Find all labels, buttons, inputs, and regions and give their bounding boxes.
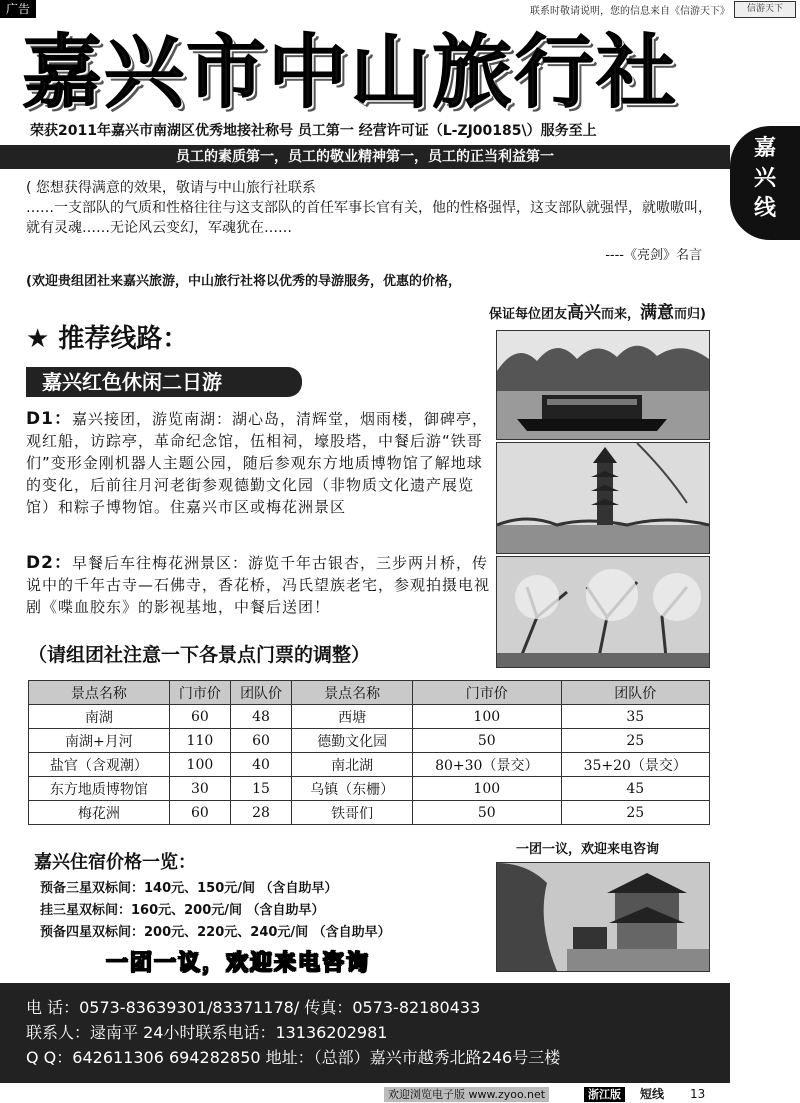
itinerary-day-1	[26, 408, 494, 518]
table-cell: 德勤文化园	[292, 729, 413, 753]
table-cell: 28	[230, 801, 291, 825]
side-tab-char: 线	[753, 196, 776, 221]
plum-blossom-photo	[496, 556, 710, 668]
guarantee-satisfied: 满意	[640, 303, 675, 323]
column-header: 团队价	[561, 681, 710, 705]
table-cell: 东方地质博物馆	[29, 777, 170, 801]
table-row	[29, 729, 710, 753]
source-note: 联系时敬请说明，您的信息来自《信游天下》	[530, 6, 730, 17]
slogan-bar: 员工的素质第一，员工的敬业精神第一，员工的正当利益第一	[0, 145, 730, 169]
publisher-logo: 信游天下	[734, 1, 796, 18]
guarantee-post: 而归)	[674, 307, 706, 322]
contact-person-line: 联系人：逯南平 24小时联系电话：13136202981	[26, 1023, 388, 1042]
table-cell: 30	[169, 777, 230, 801]
day-text: 早餐后车往梅花洲景区：游览千年古银杏，三步两爿桥，传说中的千年古寺—石佛寺，香花桥，冯氏望族老宅，参观拍摄电视剧《喋血胶东》的影视基地，中餐后送团！	[26, 554, 491, 616]
table-cell: 盐官（含观潮）	[29, 753, 170, 777]
lodging-list	[40, 878, 391, 944]
intro-text	[26, 178, 716, 238]
table-row	[29, 753, 710, 777]
table-row	[29, 705, 710, 729]
day-text: 嘉兴接团，游览南湖：湖心岛，清辉堂，烟雨楼，御碑亭，观红船，访踪亭，革命纪念馆，伍相祠，壕股塔，中餐后游“铁哥们”变形金刚机器人主题公园，随后参观东方地质博物馆了解地球的变化，后前往月河老街参观德勤文化园（非物质文化遗产展览馆）和粽子博物馆。住嘉兴市区或梅花洲景区	[26, 410, 488, 516]
table-cell: 25	[561, 801, 710, 825]
table-cell: 西塘	[292, 705, 413, 729]
guarantee-pre: 保证每位团友	[489, 307, 568, 322]
contact-panel	[0, 983, 730, 1083]
pagoda-photo	[496, 442, 710, 554]
website-link[interactable]: 欢迎浏览电子版 www.zyoo.net	[384, 1087, 549, 1102]
table-cell: 乌镇（东栅）	[292, 777, 413, 801]
table-cell: 60	[169, 705, 230, 729]
phone-fax-line: 电 话：0573-83639301/83371178/ 传真：0573-82180433	[26, 998, 481, 1017]
quote-source: ----《亮剑》名言	[605, 248, 702, 263]
table-cell: 100	[413, 705, 561, 729]
column-header: 门市价	[413, 681, 561, 705]
itinerary-day-2	[26, 552, 494, 618]
lodging-item: 预备三星双标间：140元、150元/间 （含自助早）	[40, 881, 338, 896]
table-cell: 25	[561, 729, 710, 753]
side-tab-char: 嘉	[753, 136, 776, 161]
table-cell: 45	[561, 777, 710, 801]
table-cell: 48	[230, 705, 291, 729]
guarantee-happy: 高兴	[567, 303, 602, 323]
table-row	[29, 801, 710, 825]
table-cell: 南湖+月河	[29, 729, 170, 753]
column-header: 景点名称	[292, 681, 413, 705]
page-number: 13	[690, 1087, 706, 1101]
column-header: 门市价	[169, 681, 230, 705]
agency-title: 嘉兴市中山旅行社	[22, 25, 678, 119]
table-cell: 南湖	[29, 705, 170, 729]
table-cell: 35	[561, 705, 710, 729]
table-cell: 100	[413, 777, 561, 801]
qq-address-line: Q Q：642611306 694282850 地址：（总部）嘉兴市越秀北路246号三楼	[26, 1048, 561, 1067]
intro-line-1: ( 您想获得满意的效果，敬请与中山旅行社联系	[26, 180, 316, 196]
day-label: D2：	[26, 553, 72, 573]
edition-badge: 浙江版	[584, 1087, 625, 1102]
recommend-heading: ★ 推荐线路：	[26, 324, 189, 354]
ticket-notice: （请组团社注意一下各景点门票的调整）	[28, 644, 371, 666]
welcome-text: (欢迎贵组团社来嘉兴旅游，中山旅行社将以优秀的导游服务，优惠的价格，	[26, 274, 461, 289]
table-cell: 40	[230, 753, 291, 777]
lodging-item: 挂三星双标间：160元、200元/间 （含自助早）	[40, 903, 325, 918]
tour-name-banner: 嘉兴红色休闲二日游	[26, 367, 302, 397]
table-cell: 80+30（景交）	[413, 753, 561, 777]
section-label: 短线	[640, 1087, 665, 1101]
ad-label: 广告	[0, 0, 36, 18]
table-row	[29, 777, 710, 801]
day-label: D1：	[26, 409, 72, 429]
red-boat-photo	[496, 330, 710, 440]
table-cell: 梅花洲	[29, 801, 170, 825]
table-cell: 60	[169, 801, 230, 825]
consult-note: 一团一议，欢迎来电咨询	[516, 842, 660, 857]
table-cell: 铁哥们	[292, 801, 413, 825]
ticket-price-table	[28, 680, 710, 825]
route-side-tab	[730, 126, 800, 240]
table-cell: 60	[230, 729, 291, 753]
table-cell: 南北湖	[292, 753, 413, 777]
table-cell: 50	[413, 729, 561, 753]
consult-banner: 一团一议，欢迎来电咨询	[106, 951, 371, 976]
page-footer	[0, 1086, 730, 1103]
table-cell: 110	[169, 729, 230, 753]
lodging-title: 嘉兴住宿价格一览：	[34, 852, 196, 873]
lodging-item: 预备四星双标间：200元、220元、240元/间 （含自助早）	[40, 925, 391, 940]
guarantee-text	[489, 298, 706, 323]
honor-line: 荣获2011年嘉兴市南湖区优秀地接社称号 员工第一 经营许可证（L-ZJ00185\）服务至上	[30, 123, 597, 139]
top-bar	[0, 0, 800, 18]
guarantee-mid: 而来，	[601, 307, 641, 322]
table-cell: 35+20（景交）	[561, 753, 710, 777]
column-header: 景点名称	[29, 681, 170, 705]
table-cell: 50	[413, 801, 561, 825]
temple-photo	[496, 862, 710, 972]
table-cell: 15	[230, 777, 291, 801]
table-cell: 100	[169, 753, 230, 777]
intro-line-2: ……一支部队的气质和性格往往与这支部队的首任军事长官有关，他的性格强悍，这支部队就强悍，就嗷嗷叫，就有灵魂……无论风云变幻，军魂犹在……	[26, 200, 712, 236]
side-tab-char: 兴	[753, 166, 776, 191]
table-header-row	[29, 681, 710, 705]
column-header: 团队价	[230, 681, 291, 705]
